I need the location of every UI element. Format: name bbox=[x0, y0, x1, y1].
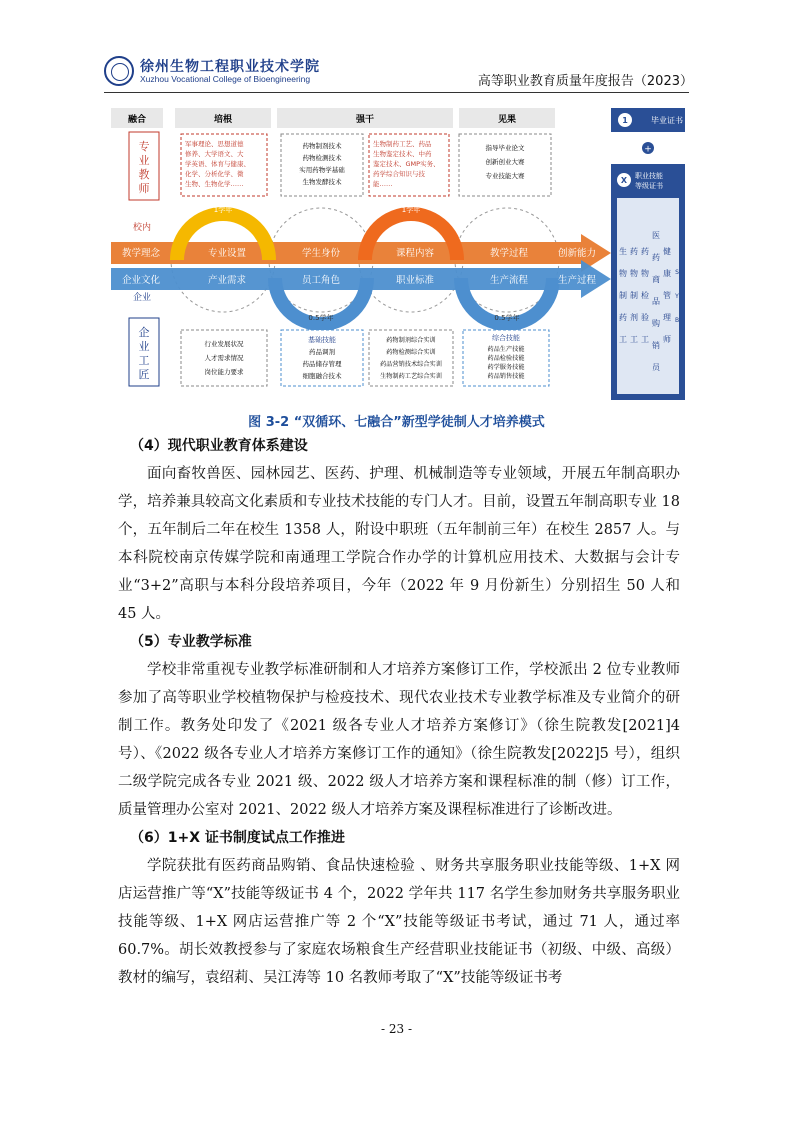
cert-plus: + bbox=[644, 144, 652, 155]
svg-text:购: 购 bbox=[652, 319, 660, 328]
svg-text:专: 专 bbox=[138, 140, 150, 153]
enterprise-label: 企业 bbox=[133, 293, 152, 303]
bottom-box3-3: 药品营销技术综合实训 bbox=[380, 361, 442, 368]
arrow-top-4: 课程内容 bbox=[395, 248, 435, 259]
bottom-box2-title: 基础技能 bbox=[308, 336, 336, 344]
svg-text:药: 药 bbox=[619, 313, 627, 322]
arrow-top-1: 教学理念 bbox=[121, 248, 161, 259]
bottom-box3-2: 药物检测综合实训 bbox=[386, 349, 436, 356]
svg-text:企: 企 bbox=[138, 326, 150, 339]
bottom-box2-1: 药品调剂 bbox=[309, 348, 335, 356]
training-model-diagram bbox=[111, 108, 685, 403]
college-name-cn: 徐州生物工程职业技术学院 bbox=[140, 59, 320, 75]
svg-text:物: 物 bbox=[630, 269, 638, 278]
svg-text:生物制药工艺、药品 生物鉴定技术、中药 鉴定: 生物制药工艺、药品 生物鉴定技术、中药 鉴定技术、GMP实务、 药学综合知识与技 能…… bbox=[373, 140, 440, 188]
svg-text:销: 销 bbox=[652, 341, 660, 350]
paragraph: 学院获批有医药商品购销、食品快速检验 、财务共享服务职业技能等级、1+X 网店运营推广等“X”技能等级证书 4 个，2022 学年共 117 名学生参加财务共享服务职业技能等级、1+X 网店运营推广等 2 个“X”技能等级证书考试，通过 71 人，通过率 60.7%。胡长效教授参与了家庭农场粮食生产经营职业技能证书（初级、中级、高级）教材的编写，袁绍莉、吴江涛等 10 名教师考取了“X”技能等级证书考 bbox=[118, 858, 680, 986]
svg-text:药: 药 bbox=[641, 247, 649, 256]
paragraph: 学校非常重视专业教学标准研制和人才培养方案修订工作，学校派出 2 位专业教师参加了高等职业学校植物保护与检疫技术、现代农业技术专业教学标准及专业简介的研制工作。教务处印发了《2021 级各专业人才培养方案修订》（徐生院教发[2021]4 号）、《2022 级各专业人才培养方案修订工作的通知》（徐生院教发[2022]5 号），组织二级学院完成各专业 2021 级、2022 级人才培养方案和课程标准的制（修）订工作，质量管理办公室对 2021、2022 级人才培养方案及课程标准进行了诊断改进。 bbox=[118, 662, 680, 818]
svg-text:检: 检 bbox=[641, 291, 649, 300]
svg-text:生: 生 bbox=[619, 247, 627, 256]
svg-text:剂: 剂 bbox=[630, 313, 638, 322]
col-strong: 强干 bbox=[355, 115, 375, 125]
svg-text:医: 医 bbox=[652, 231, 660, 240]
section-heading: （4）现代职业教育体系建设 bbox=[130, 438, 308, 454]
svg-text:工: 工 bbox=[641, 335, 649, 344]
year-label-2: 1学年 bbox=[401, 206, 421, 214]
svg-text:药: 药 bbox=[652, 253, 660, 262]
top-box4-3: 专业技能大赛 bbox=[485, 172, 525, 180]
arrow-bottom-4: 职业标准 bbox=[395, 275, 435, 286]
svg-text:业: 业 bbox=[138, 340, 150, 353]
svg-text:工: 工 bbox=[619, 335, 627, 344]
cert-badge-1: 1 bbox=[622, 116, 628, 125]
top-box2-1: 药物制剂技术 bbox=[302, 142, 342, 150]
bottom-box4-title: 综合技能 bbox=[492, 334, 520, 342]
svg-text:品: 品 bbox=[652, 297, 660, 306]
col-see: 见果 bbox=[497, 115, 517, 125]
bottom-box1-3: 岗位能力要求 bbox=[204, 368, 244, 376]
college-name-en: Xuzhou Vocational College of Bioengineering bbox=[140, 74, 311, 84]
arrow-top-6: 创新能力 bbox=[557, 248, 597, 259]
svg-text:S: S bbox=[675, 269, 679, 276]
figure-caption: 图 3-2 “双循环、七融合”新型学徒制人才培养模式 bbox=[248, 415, 545, 430]
col-root: 培根 bbox=[213, 115, 233, 125]
arrow-bottom-1: 企业文化 bbox=[121, 275, 161, 286]
svg-text:制: 制 bbox=[619, 291, 627, 300]
top-box2-2: 药物检测技术 bbox=[302, 154, 342, 162]
svg-text:Y: Y bbox=[675, 293, 679, 300]
year-label-4: 0.5学年 bbox=[494, 314, 520, 322]
year-label-3: 0.5学年 bbox=[308, 314, 334, 322]
svg-text:员: 员 bbox=[652, 363, 660, 372]
bottom-box2-3: 细胞融合技术 bbox=[302, 372, 342, 380]
svg-text:师: 师 bbox=[138, 182, 150, 195]
cert-diploma: 毕业证书 bbox=[651, 116, 683, 125]
svg-text:康: 康 bbox=[663, 269, 671, 278]
bottom-box2-2: 药品储存管理 bbox=[302, 360, 342, 368]
bottom-box1-1: 行业发展状况 bbox=[204, 340, 244, 348]
svg-text:B: B bbox=[674, 317, 680, 324]
top-box2-3: 实用药物学基础 bbox=[299, 166, 345, 174]
paragraph: 面向畜牧兽医、园林园艺、医药、护理、机械制造等专业领域，开展五年制高职办学，培养兼具较高文化素质和专业技术技能的专门人才。目前，设置五年制高职专业 18 个，五年制后二年在校生 1358 人，附设中职班（五年制前三年）在校生 2857 人。与本科院校南京传媒学院和南通理工学院合作办学的计算机应用技术、大数据与会计专业“3+2”高职与本科分段培养项目，今年（2022 年 9 月份新生）分别招生 50 人和 45 人。 bbox=[118, 466, 680, 622]
svg-text:物: 物 bbox=[641, 269, 649, 278]
svg-text:工: 工 bbox=[630, 335, 638, 344]
arrow-top-2: 专业设置 bbox=[207, 248, 247, 259]
page-number: - 23 - bbox=[380, 1022, 412, 1036]
svg-text:业: 业 bbox=[138, 154, 150, 167]
arrow-top-5: 教学过程 bbox=[489, 248, 529, 259]
top-box4-1: 指导毕业论文 bbox=[485, 144, 525, 152]
svg-text:验: 验 bbox=[641, 313, 649, 322]
section-heading: （5）专业教学标准 bbox=[130, 634, 252, 650]
bottom-box4-3: 药学服务技能 bbox=[487, 364, 525, 371]
svg-text:军事理论、思想道德 修养、大学语文、大 学英: 军事理论、思想道德 修养、大学语文、大 学英语、体育与健康、 化学、分析化学、微 生物、生物化学…… bbox=[185, 140, 250, 188]
svg-text:制: 制 bbox=[630, 291, 638, 300]
bottom-box4-4: 药品销售技能 bbox=[487, 373, 525, 380]
bottom-box3-4: 生物制药工艺综合实训 bbox=[380, 373, 442, 380]
svg-text:物: 物 bbox=[619, 269, 627, 278]
college-logo bbox=[104, 56, 134, 86]
arrow-bottom-6: 生产过程 bbox=[557, 275, 597, 286]
report-title: 高等职业教育质量年度报告（2023） bbox=[477, 74, 693, 89]
bottom-box3-1: 药物制剂综合实训 bbox=[386, 337, 436, 344]
svg-text:工: 工 bbox=[138, 354, 150, 367]
svg-text:师: 师 bbox=[663, 335, 671, 344]
bottom-box4-2: 药品检验技能 bbox=[487, 355, 525, 362]
svg-text:药: 药 bbox=[630, 247, 638, 256]
arrow-bottom-5: 生产流程 bbox=[489, 275, 529, 286]
svg-text:理: 理 bbox=[663, 313, 671, 322]
svg-text:职业技能: 职业技能 bbox=[635, 172, 663, 180]
campus-label: 校内 bbox=[133, 223, 152, 233]
top-box2-4: 生物发酵技术 bbox=[302, 178, 342, 186]
arrow-bottom-2: 产业需求 bbox=[207, 275, 247, 286]
svg-text:管: 管 bbox=[663, 291, 671, 300]
section-heading: （6）1+X 证书制度试点工作推进 bbox=[130, 830, 345, 846]
svg-text:健: 健 bbox=[663, 247, 671, 256]
page-header bbox=[0, 0, 793, 100]
arrow-bottom-3: 员工角色 bbox=[301, 275, 341, 286]
svg-text:商: 商 bbox=[652, 275, 660, 284]
bottom-box1-2: 人才需求情况 bbox=[204, 354, 244, 362]
svg-text:等级证书: 等级证书 bbox=[635, 182, 663, 190]
document-body bbox=[118, 432, 680, 992]
year-label-1: 1学年 bbox=[213, 206, 233, 214]
svg-text:匠: 匠 bbox=[138, 368, 150, 381]
top-box4-2: 创新创业大赛 bbox=[485, 158, 525, 166]
cert-badge-x: X bbox=[620, 176, 628, 185]
col-fusion: 融合 bbox=[127, 115, 147, 125]
header-rule bbox=[104, 92, 689, 93]
svg-text:教: 教 bbox=[138, 168, 150, 181]
arrow-top-3: 学生身份 bbox=[301, 248, 341, 259]
bottom-box4-1: 药品生产技能 bbox=[487, 346, 525, 353]
